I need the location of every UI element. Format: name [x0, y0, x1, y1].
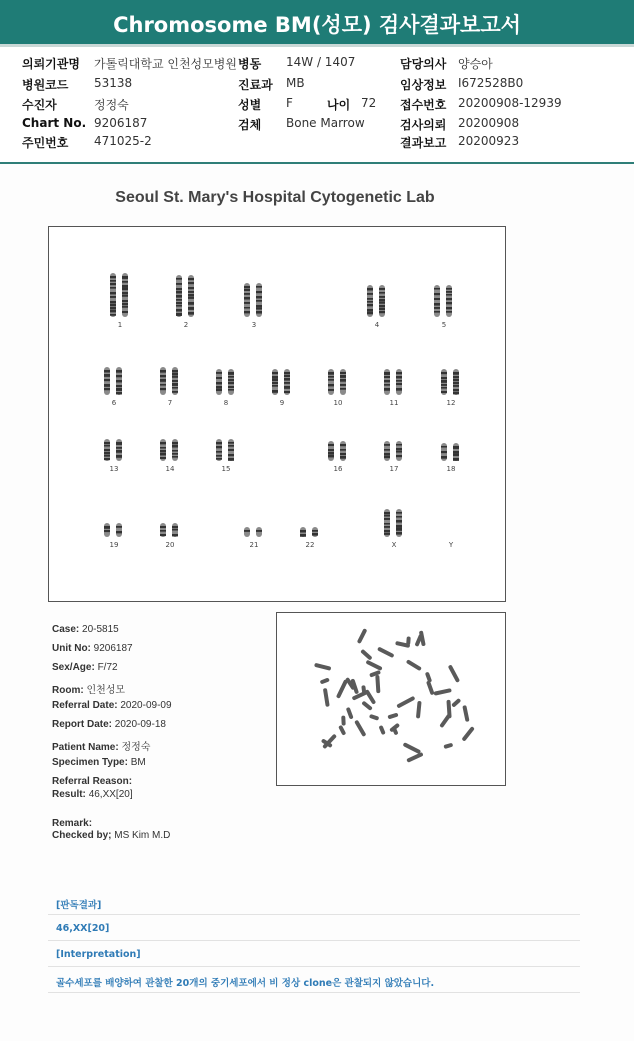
chromosome-pair-X: [384, 509, 402, 537]
room-value: 인천성모: [86, 685, 126, 696]
header-label: 검체: [238, 118, 262, 132]
spread-chromosome: [416, 701, 422, 719]
spread-chromosome: [320, 677, 330, 684]
result-label: Result:: [52, 789, 86, 800]
spread-chromosome: [448, 664, 460, 682]
spread-chromosome: [439, 713, 451, 728]
header-label: 병동: [238, 57, 262, 71]
chromosome-label: 12: [446, 399, 456, 407]
spread-chromosome: [462, 705, 469, 722]
header-label: 주민번호: [22, 136, 69, 150]
chromosome-label: 8: [223, 399, 229, 407]
chromosome-pair-3: [244, 283, 262, 317]
report-title: Chromosome BM(성모) 검사결과보고서: [113, 13, 521, 37]
spread-chromosome: [336, 679, 348, 699]
checked-by-value: MS Kim M.D: [114, 830, 171, 841]
chromosome-label: 9: [279, 399, 285, 407]
divider: [48, 914, 580, 915]
result-value: 46,XX[20]: [88, 789, 133, 800]
chromosome-pair-5: [434, 285, 452, 317]
header-value: 정정숙: [94, 98, 129, 112]
chromosome-pair-2: [176, 275, 194, 317]
chromosome-pair-11: [384, 369, 402, 395]
chromosome-pair-12: [441, 369, 459, 395]
referral-reason-label: Referral Reason:: [52, 776, 133, 787]
spread-chromosome: [406, 659, 422, 671]
header-label: 접수번호: [400, 98, 447, 112]
karyogram-image: [49, 227, 505, 601]
spread-chromosome: [357, 628, 368, 644]
chromosome-label: Y: [448, 541, 454, 549]
spread-chromosome: [426, 680, 435, 695]
chromosome-pair-7: [160, 367, 178, 395]
chromosome-pair-15: [216, 439, 234, 461]
report-date-value: 2020-09-18: [114, 719, 166, 730]
chromosome-pair-20: [160, 523, 178, 537]
case-value: 20-5815: [82, 624, 119, 635]
header-value: 9206187: [94, 116, 148, 130]
specimen-value: BM: [130, 757, 146, 768]
case-label: Case:: [52, 624, 80, 635]
room-label: Room:: [52, 685, 84, 696]
remark-label: Remark:: [52, 818, 93, 829]
header-label: 임상정보: [400, 78, 447, 92]
spread-chromosome: [314, 663, 331, 671]
metaphase-spread-panel: [276, 612, 506, 786]
chromosome-pair-4: [367, 285, 385, 317]
referral-date-value: 2020-09-09: [120, 700, 172, 711]
chromosome-label: 19: [109, 541, 119, 549]
chromosome-label: 20: [165, 541, 175, 549]
spread-chromosome: [338, 725, 346, 736]
spread-chromosome: [346, 707, 354, 720]
chromosome-pair-9: [272, 369, 290, 395]
chromosome-label: 17: [389, 465, 399, 473]
chromosome-pair-22: [300, 527, 318, 537]
header-label: 의뢰기관명: [22, 57, 80, 71]
chromosome-label: 3: [251, 321, 257, 329]
spread-chromosome: [379, 725, 386, 735]
spread-chromosome: [443, 743, 453, 749]
patient-name-label: Patient Name:: [52, 742, 119, 753]
chromosome-label: 7: [167, 399, 173, 407]
header-value: 20200908: [458, 116, 520, 130]
chromosome-pair-19: [104, 523, 122, 537]
checked-by-label: Checked by;: [52, 830, 112, 841]
header-label: 담당의사: [400, 57, 447, 71]
spread-chromosome: [377, 646, 395, 658]
header-value: I672528B0: [458, 76, 524, 90]
chromosome-pair-13: [104, 439, 122, 461]
patient-name-value: 정정숙: [121, 742, 151, 753]
chromosome-pair-16: [328, 441, 346, 461]
patient-header: [0, 52, 634, 160]
chromosome-pair-10: [328, 369, 346, 395]
chromosome-pair-18: [441, 443, 459, 461]
report-title-bar: [0, 0, 634, 47]
referral-date-label: Referral Date:: [52, 700, 118, 711]
chromosome-label: 1: [117, 321, 123, 329]
header-value: 20200923: [458, 134, 520, 148]
header-label: Chart No.: [22, 116, 87, 130]
unit-label: Unit No:: [52, 643, 91, 654]
header-value: 양승아: [458, 57, 493, 71]
header-value: 14W / 1407: [286, 55, 356, 69]
chromosome-label: 15: [221, 465, 231, 473]
sex-age-label: Sex/Age:: [52, 662, 95, 673]
age-label: 나이: [327, 98, 351, 112]
spread-chromosome: [403, 742, 422, 754]
chromosome-label: 5: [441, 321, 447, 329]
age-value: 72: [361, 96, 377, 110]
chromosome-label: 18: [446, 465, 456, 473]
chromosome-label: 6: [111, 399, 117, 407]
lab-name: Seoul St. Mary's Hospital Cytogenetic Lab: [115, 189, 435, 206]
report-date-label: Report Date:: [52, 719, 113, 730]
header-value: 53138: [94, 76, 133, 90]
header-value: 471025-2: [94, 134, 152, 148]
spread-chromosome: [451, 698, 461, 708]
chromosome-pair-14: [160, 439, 178, 461]
chromosome-label: 13: [109, 465, 119, 473]
header-value: Bone Marrow: [286, 116, 365, 130]
interpretation-text: 골수세포를 배양하여 관찰한 20개의 중기세포에서 비 정상 clone은 관찰되지 않았습니다.: [56, 978, 435, 989]
specimen-label: Specimen Type:: [52, 757, 128, 768]
spread-chromosome: [352, 690, 368, 700]
spread-chromosome: [361, 701, 373, 711]
judgement-heading: [판독결과]: [56, 900, 102, 911]
header-value: MB: [286, 76, 305, 90]
spread-chromosome: [341, 716, 345, 726]
chromosome-label: X: [391, 541, 397, 549]
spread-chromosome: [369, 714, 379, 721]
chromosome-label: 4: [374, 321, 380, 329]
spread-chromosome: [323, 688, 330, 707]
spread-chromosome: [360, 649, 372, 661]
interpretation-heading: [Interpretation]: [56, 949, 141, 960]
spread-chromosome: [387, 712, 398, 719]
unit-value: 9206187: [93, 643, 133, 654]
header-value: F: [286, 96, 293, 110]
chromosome-pair-1: [110, 273, 128, 317]
karyogram-panel: [48, 226, 506, 602]
header-label: 결과보고: [400, 136, 447, 150]
metaphase-spread-image: [277, 613, 505, 785]
header-label: 진료과: [238, 78, 273, 92]
chromosome-pair-6: [104, 367, 122, 395]
spread-chromosome: [396, 696, 415, 709]
chromosome-label: 14: [165, 465, 175, 473]
divider: [48, 992, 580, 993]
header-label: 검사의뢰: [400, 118, 447, 132]
spread-chromosome: [354, 720, 366, 737]
spread-chromosome: [406, 752, 423, 763]
chromosome-label: 16: [333, 465, 343, 473]
chromosome-label: 21: [249, 541, 259, 549]
chromosome-label: 10: [333, 399, 343, 407]
chromosome-pair-8: [216, 369, 234, 395]
header-value: 20200908-12939: [458, 96, 562, 110]
header-label: 성별: [238, 98, 262, 112]
spread-chromosome: [461, 726, 474, 742]
spread-chromosome: [425, 672, 432, 683]
chromosome-label: 11: [389, 399, 399, 407]
divider: [48, 966, 580, 967]
chromosome-label: 2: [183, 321, 189, 329]
chromosome-label: 22: [305, 541, 315, 549]
header-value: 가톨릭대학교 인천성모병원: [94, 57, 237, 71]
chromosome-pair-21: [244, 527, 262, 537]
header-label: 병원코드: [22, 78, 69, 92]
spread-chromosome: [365, 660, 382, 671]
header-label: 수진자: [22, 98, 57, 112]
judgement-value: 46,XX[20]: [56, 923, 110, 934]
sex-age-value: F/72: [97, 662, 118, 673]
spread-chromosome: [375, 675, 380, 693]
divider: [48, 940, 580, 941]
chromosome-pair-17: [384, 441, 402, 461]
spread-chromosome: [434, 688, 452, 696]
